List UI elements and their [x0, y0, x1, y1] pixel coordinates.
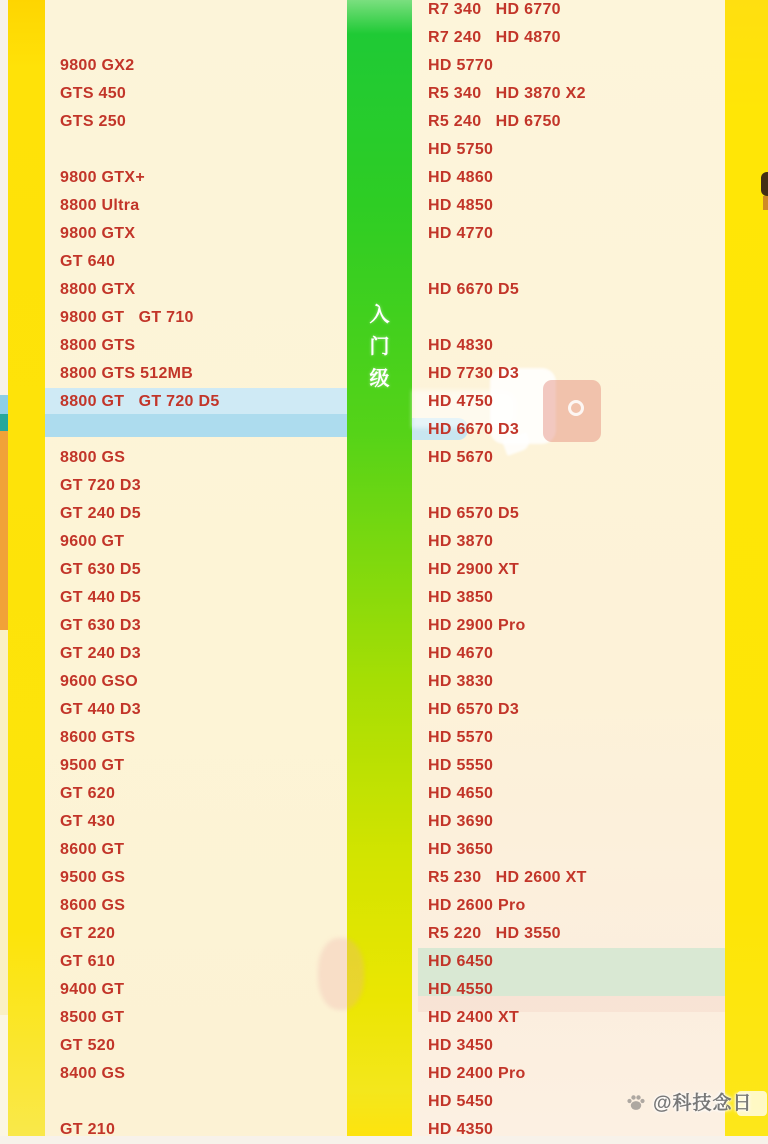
tier-label [347, 298, 412, 391]
list-item [412, 304, 725, 332]
nvidia-column [45, 0, 347, 1136]
list-item: HD 6450 [428, 953, 494, 970]
list-item: GT 630 D3 [60, 617, 141, 634]
list-item: HD 5750 [428, 141, 494, 158]
list-item: HD 7730 D3 [428, 365, 520, 382]
list-item: 8800 GS [60, 449, 126, 466]
list-item: GT 620 [60, 785, 116, 802]
list-item: 9800 GX2 [60, 57, 135, 74]
list-item [412, 248, 725, 276]
list-item: R5 240 HD 6750 [428, 113, 561, 130]
list-item: 9500 GT [60, 757, 125, 774]
left-yellow-rail [8, 0, 45, 1136]
list-item: HD 2400 Pro [428, 1065, 526, 1082]
list-item: HD 3450 [428, 1037, 494, 1054]
list-item: HD 4550 [428, 981, 494, 998]
list-item: 8500 GT [60, 1009, 125, 1026]
edge-fragment-teal [0, 414, 8, 431]
list-item: GT 630 D5 [60, 561, 141, 578]
edge-fragment-pale [0, 630, 8, 1015]
edge-fragment-blue [0, 395, 8, 414]
list-item: 9400 GT [60, 981, 125, 998]
list-item: HD 4770 [428, 225, 494, 242]
list-item: HD 3650 [428, 841, 494, 858]
list-item: 8800 GTS 512MB [60, 365, 194, 382]
list-item: 8400 GS [60, 1065, 126, 1082]
gpu-list-left [45, 52, 347, 1144]
list-item: 9800 GTX [60, 225, 136, 242]
list-item: R7 340 HD 6770 [428, 1, 561, 18]
list-item: HD 5450 [428, 1093, 494, 1110]
list-item: 8800 GTS [60, 337, 136, 354]
list-item: 8600 GT [60, 841, 125, 858]
list-item: HD 2900 Pro [428, 617, 526, 634]
list-item: R5 230 HD 2600 XT [428, 869, 587, 886]
list-item: 9600 GT [60, 533, 125, 550]
list-item: HD 6670 D3 [428, 421, 520, 438]
list-item: GT 720 D3 [60, 477, 141, 494]
list-item: HD 5670 [428, 449, 494, 466]
list-item: HD 4670 [428, 645, 494, 662]
list-item: HD 4350 [428, 1121, 494, 1138]
tier-label-char: 入 [369, 304, 390, 326]
list-item [45, 1088, 347, 1116]
amd-column [412, 0, 725, 1136]
list-item: GT 440 D5 [60, 589, 141, 606]
list-item: GTS 250 [60, 113, 127, 130]
list-item [45, 136, 347, 164]
list-item: R5 220 HD 3550 [428, 925, 561, 942]
list-item: HD 5770 [428, 57, 494, 74]
list-item [45, 416, 347, 444]
list-item: HD 3870 [428, 533, 494, 550]
list-item: HD 4650 [428, 785, 494, 802]
list-item: HD 2600 Pro [428, 897, 526, 914]
list-item: GT 520 [60, 1037, 116, 1054]
list-item: 9600 GSO [60, 673, 139, 690]
list-item: HD 5550 [428, 757, 494, 774]
list-item: HD 3850 [428, 589, 494, 606]
list-item: HD 2900 XT [428, 561, 520, 578]
list-item: HD 6570 D5 [428, 505, 520, 522]
list-item: HD 4860 [428, 169, 494, 186]
list-item: 8600 GS [60, 897, 126, 914]
list-item: R7 240 HD 4870 [428, 29, 561, 46]
list-item: 9800 GTX+ [60, 169, 145, 186]
list-item: GT 220 [60, 925, 116, 942]
list-item: 9800 GT GT 710 [60, 309, 194, 326]
list-item: GT 440 D3 [60, 701, 141, 718]
list-item: HD 6670 D5 [428, 281, 520, 298]
faded-pink-blob [318, 938, 364, 1010]
list-item: 8600 GTS [60, 729, 136, 746]
list-item: 8800 Ultra [60, 197, 140, 214]
list-item: HD 4850 [428, 197, 494, 214]
list-item [412, 472, 725, 500]
list-item: HD 3690 [428, 813, 494, 830]
tier-label-char: 级 [369, 368, 390, 390]
edge-dark-mark [761, 172, 768, 196]
right-yellow-rail [725, 0, 768, 1136]
edge-fragment-bottom [0, 1015, 8, 1136]
gpu-list-right [412, 0, 725, 1144]
list-item: 8800 GT GT 720 D5 [60, 393, 220, 410]
list-item: HD 2400 XT [428, 1009, 520, 1026]
list-item: HD 5570 [428, 729, 494, 746]
list-item: GT 610 [60, 953, 116, 970]
edge-fragment-orange [0, 431, 8, 630]
list-item: GT 640 [60, 253, 116, 270]
list-item: HD 6570 D3 [428, 701, 520, 718]
social-watermark [624, 1088, 753, 1115]
edge-orange-mark [763, 196, 768, 210]
list-item: 9500 GS [60, 869, 126, 886]
list-item: HD 4750 [428, 393, 494, 410]
list-item: HD 3830 [428, 673, 494, 690]
tier-label-char: 门 [369, 336, 390, 358]
list-item: HD 4830 [428, 337, 494, 354]
list-item: GT 240 D5 [60, 505, 141, 522]
list-item: GT 430 [60, 813, 116, 830]
list-item: R5 340 HD 3870 X2 [428, 85, 586, 102]
paw-print-icon [624, 1090, 648, 1114]
list-item: GT 210 [60, 1121, 116, 1138]
list-item: GT 240 D3 [60, 645, 141, 662]
list-item: GTS 450 [60, 85, 127, 102]
watermark-handle: @科技念日 [653, 1093, 753, 1114]
left-edge-strip [0, 0, 8, 1136]
list-item: 8800 GTX [60, 281, 136, 298]
